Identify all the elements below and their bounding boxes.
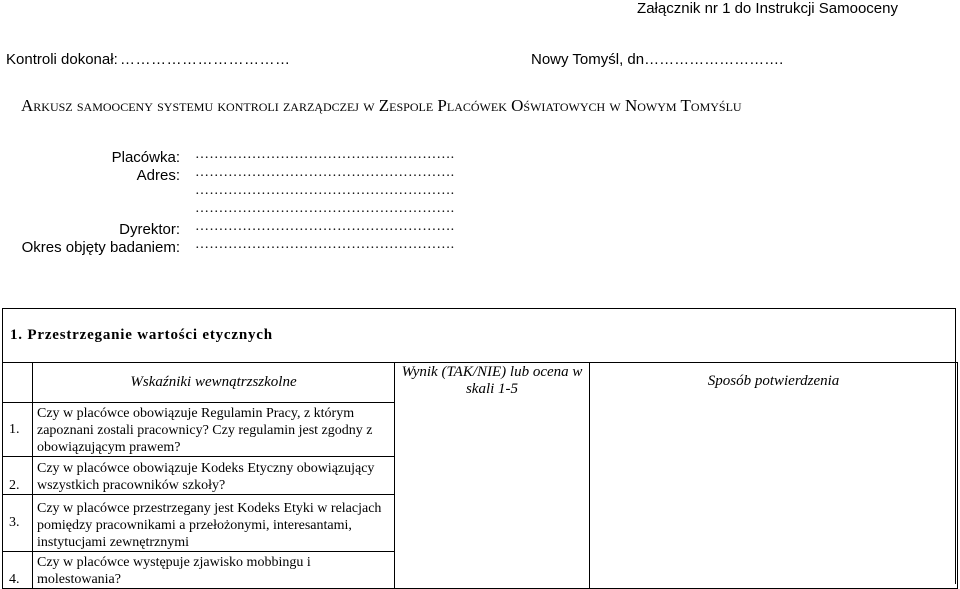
address-dots-3: ……………………………………………….: [195, 201, 455, 216]
address-dots-1: ……………………………………………….: [195, 165, 455, 180]
director-dots: ……………………………………………….: [195, 219, 455, 234]
section-title: 1. Przestrzeganie wartości etycznych: [10, 327, 273, 343]
inspector-field: ……………………………: [120, 51, 291, 68]
document-title: Arkusz samooceny systemu kontroli zarządczej w Zespole Placówek Oświatowych w Nowym Tomyślu: [21, 96, 742, 115]
table-header-row: [3, 363, 958, 403]
confirmation-header: Sposób potwierdzenia: [590, 363, 958, 589]
period-label: Okres objęty badaniem:: [21, 239, 180, 256]
row-number: 1.: [3, 403, 33, 457]
address-label: Adres:: [136, 167, 180, 184]
row-number: 3.: [3, 495, 33, 552]
director-label: Dyrektor:: [119, 221, 180, 238]
indicators-table: [2, 362, 958, 589]
attachment-note: Załącznik nr 1 do Instrukcji Samooceny: [637, 0, 898, 17]
row-number: 4.: [3, 552, 33, 589]
address-dots-2: ……………………………………………….: [195, 183, 455, 198]
inspector-label: Kontroli dokonał:: [6, 51, 118, 68]
facility-label: Placówka:: [111, 149, 180, 166]
row-number: 2.: [3, 457, 33, 495]
result-header: Wynik (TAK/NIE) lub ocena w skali 1-5: [395, 363, 590, 589]
row-question: Czy w placówce występuje zjawisko mobbingu i molestowania?: [33, 552, 395, 589]
facility-dots: ……………………………………………….: [195, 147, 455, 162]
indicators-header: Wskaźniki wewnątrzszkolne: [33, 363, 395, 403]
place-date: Nowy Tomyśl, dn……………………….: [531, 51, 784, 68]
row-question: Czy w placówce obowiązuje Kodeks Etyczny obowiązujący wszystkich pracowników szkoły?: [33, 457, 395, 495]
number-header-cell: [3, 363, 33, 403]
period-dots: ……………………………………………….: [195, 237, 455, 252]
row-question: Czy w placówce obowiązuje Regulamin Pracy, z którym zapoznani zostali pracownicy? Czy regulamin jest zgodny z obowiązującym prawem?: [33, 403, 395, 457]
row-question: Czy w placówce przestrzegany jest Kodeks Etyki w relacjach pomiędzy pracownikami a przełożonymi, interesantami, instytucjami zewnętrznymi: [33, 495, 395, 552]
